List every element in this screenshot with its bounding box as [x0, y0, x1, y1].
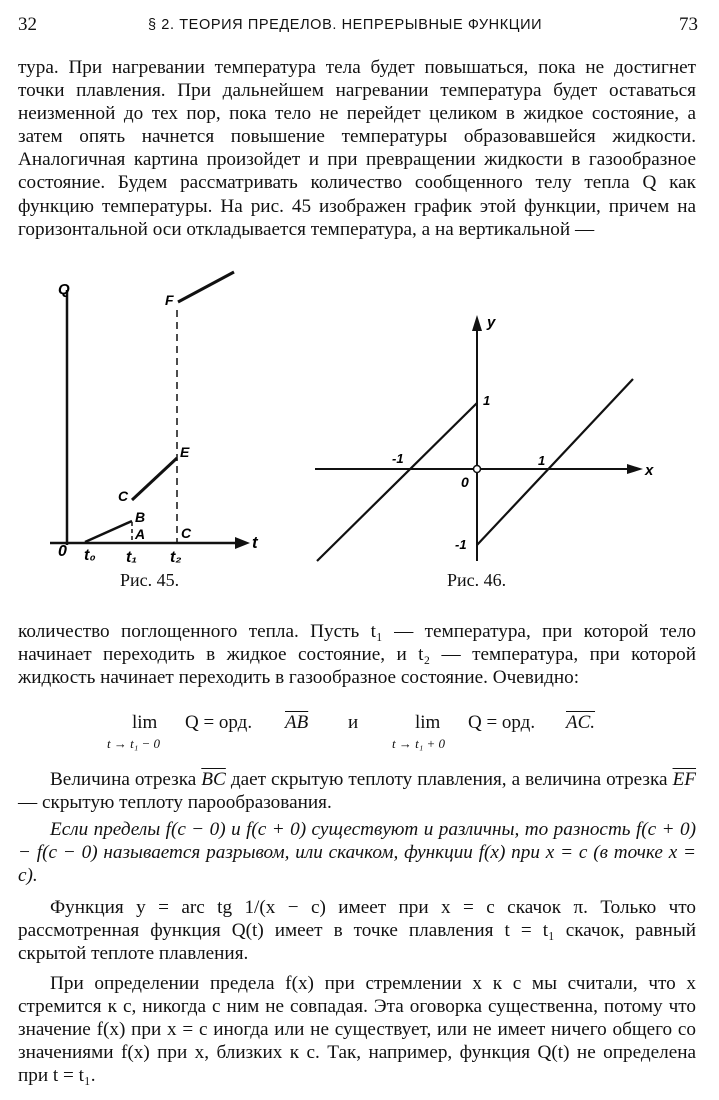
formula-lim-2-subscript: t → t₁ + 0	[392, 736, 446, 751]
fig45-label-c-mid: C	[118, 488, 129, 504]
fig46-label-y-pos1: 1	[483, 393, 491, 408]
fig45-label-a: A	[135, 526, 146, 542]
section-title: § 2. ТЕОРИЯ ПРЕДЕЛОВ. НЕПРЕРЫВНЫЕ ФУНКЦИИ	[148, 17, 543, 33]
paragraph-6-text: При определении предела f(x) при стремлении x к c мы считали, что x стремится к c, никогда с ним не совпадая. Эта оговорка существенна, потому что значение f(x) при x = c иногда или не существует, или не имеет ничего общего со значениями f(x) при x, близких к c. Так, например, функция Q(t) не определена при t = t₁.	[18, 973, 696, 1087]
fig45-segment-f	[178, 272, 234, 302]
fig45-label-t: t	[252, 533, 258, 552]
paragraph-1-text: тура. При нагревании температура тела будет повышаться, пока не достигнет точки плавления. При дальнейшем нагревании температура будет оставаться неизменной до тех пор, пока тело не перейдет целиком в жидкое состояние, а затем опять начнется повышение температуры образовавшейся жидкости. Аналогичная картина произойдет и при превращении жидкости в газообразное состояние. Будем рассматривать количество сообщенного телу тепла Q как функцию температуры. На рис. 45 изображен график этой функции, причем на горизонтальной оси откладывается температура, а на вертикальной —	[18, 57, 696, 240]
paragraph-jump-definition	[18, 818, 696, 887]
formula-expr-2-segment: AC.	[566, 712, 596, 733]
page-number-right: 73	[679, 14, 698, 35]
paragraph-arctan-example	[18, 896, 696, 965]
paragraph-3-part-3: — скрытую теплоту парообразования.	[18, 792, 332, 814]
formula-lim-1-subscript: t → t₁ − 0	[107, 736, 161, 751]
fig45-label-t0: t₀	[84, 547, 96, 564]
paragraph-limit-remark	[18, 972, 696, 1087]
fig46-label-y: y	[487, 314, 496, 331]
fig45-segment-t0-b	[85, 521, 132, 542]
fig45-label-t2: t₂	[170, 549, 182, 566]
figure-46-caption: Рис. 46.	[447, 570, 507, 590]
paragraph-4-text: Если пределы f(c − 0) и f(c + 0) существуют и различны, то разность f(c + 0) − f(c − 0) называется разрывом, или скачком, функции f(x) при x = c (в точке x = c).	[18, 819, 696, 887]
formula-conjunction: и	[348, 712, 359, 733]
fig45-segment-c-e	[132, 458, 177, 500]
fig46-label-y-neg1: -1	[455, 537, 467, 552]
formula-expr-1-segment: $\overline{AB}$	[285, 712, 309, 733]
fig46-branch-left	[317, 403, 477, 561]
fig45-label-e: E	[180, 444, 190, 460]
formula-lim-2: lim	[415, 712, 441, 733]
fig46-label-origin: 0	[461, 474, 469, 490]
paragraph-2-text: количество поглощенного тепла. Пусть t₁ — температура, при которой тело начинает переходить в жидкое состояние, и t₂ — температура, при которой жидкость начинает переходить в газообразное состояние. Очевидно:	[18, 621, 696, 689]
paragraph-5-text: Функция y = arc tg 1/(x − c) имеет при x = c скачок π. Только что рассмотренная функция Q(t) имеет в точке плавления t = t₁ скачок, равный скрытой теплоте плавления.	[18, 897, 696, 965]
fig46-y-arrow	[472, 315, 482, 331]
fig46-origin-point	[474, 466, 481, 473]
segment-ef: $\overline{EF}$	[672, 769, 697, 790]
figure-45	[40, 270, 280, 570]
page-number-left: 32	[18, 14, 37, 35]
formula-expr-2-q: Q = орд.	[468, 712, 536, 733]
paragraph-3-part-2: дает скрытую теплоту плавления, а величина отрезка	[225, 769, 673, 790]
fig45-label-b: B	[135, 509, 146, 525]
fig45-label-f: F	[165, 292, 174, 308]
paragraph-latent-heat	[18, 768, 696, 814]
segment-bc: $\overline{BC}$	[201, 769, 226, 790]
running-header	[18, 12, 698, 38]
paragraph-3-part-1: Величина отрезка	[50, 769, 202, 790]
fig46-label-x: x	[645, 462, 654, 479]
fig45-label-q: Q	[58, 281, 70, 298]
fig46-x-arrow	[627, 464, 643, 474]
limit-formula	[0, 712, 719, 762]
fig45-label-c-low: C	[181, 525, 192, 541]
fig46-label-x-pos1: 1	[538, 453, 546, 468]
formula-lim-1: lim	[132, 712, 158, 733]
formula-expr-1-q: Q = орд.	[185, 712, 253, 733]
figure-45-caption: Рис. 45.	[120, 570, 180, 590]
fig46-branch-right	[477, 379, 633, 545]
fig45-label-t1: t₁	[126, 549, 137, 566]
figure-46	[305, 305, 665, 570]
paragraph-temperatures	[18, 620, 696, 689]
paragraph-intro	[18, 56, 696, 241]
fig45-axis-arrow	[235, 537, 250, 549]
fig46-label-x-neg1: -1	[392, 451, 404, 466]
fig45-label-origin: 0	[58, 543, 67, 560]
